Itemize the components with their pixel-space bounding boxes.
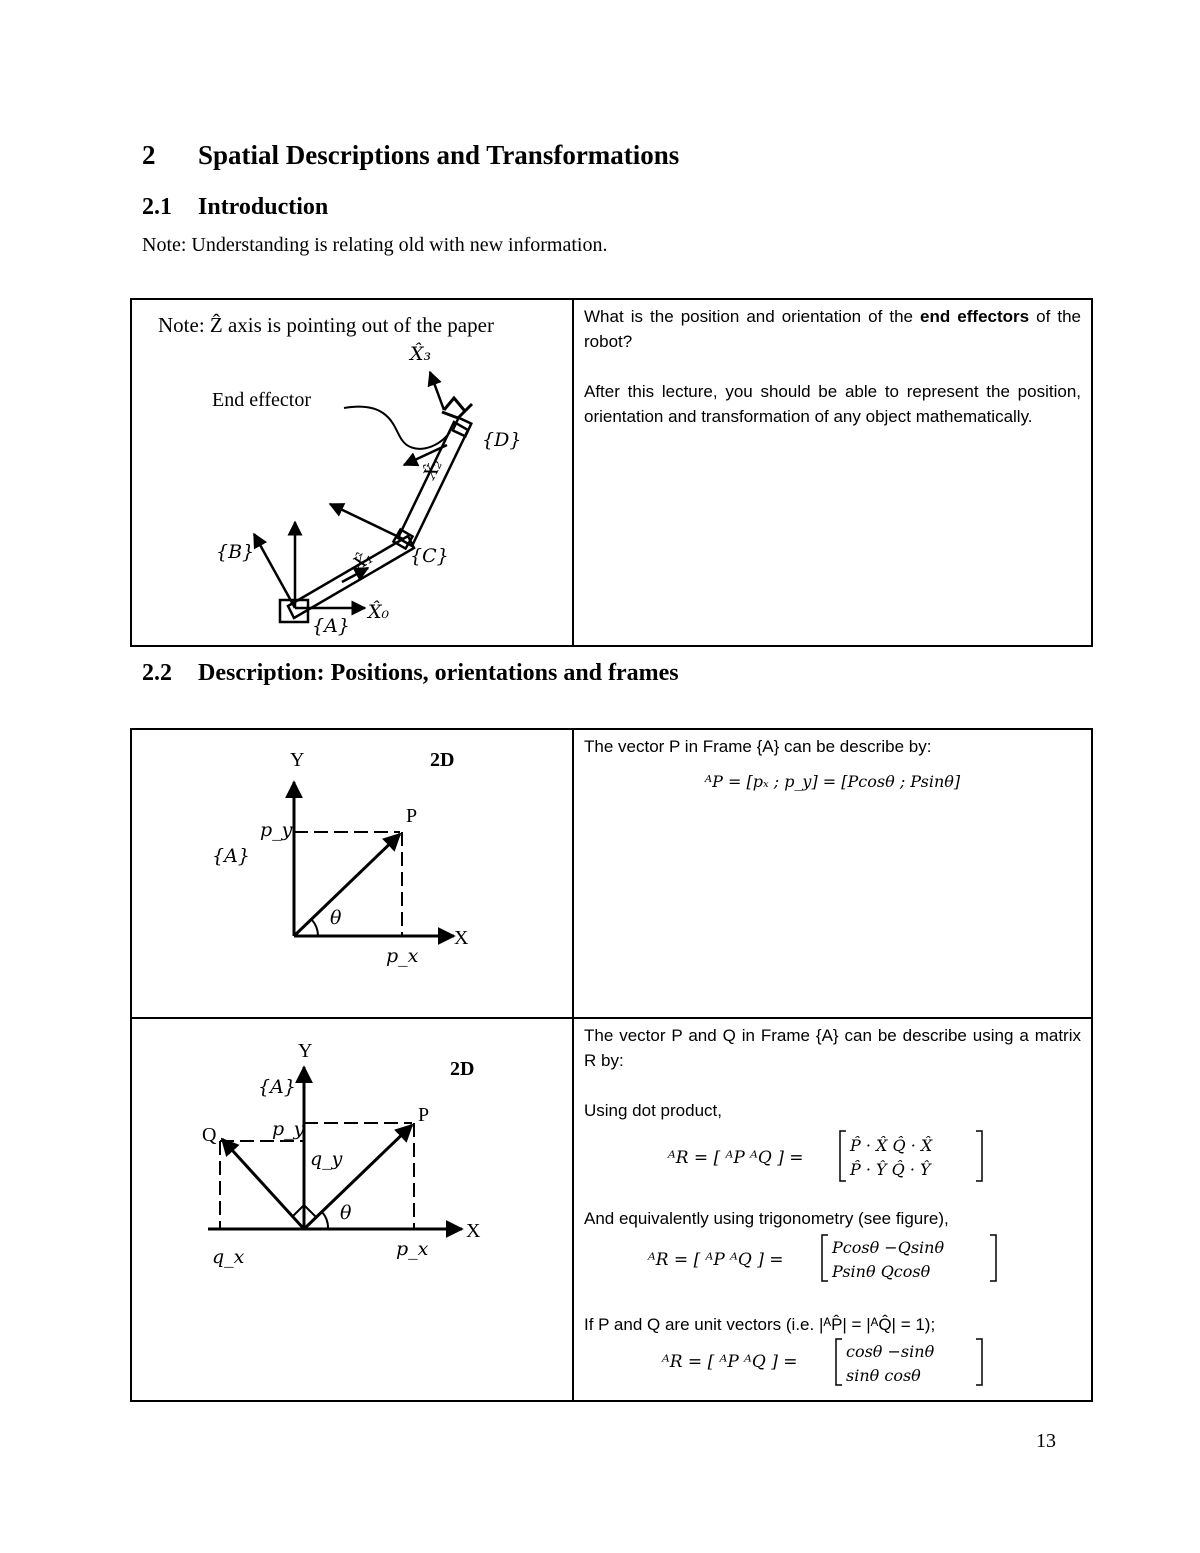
svg-text:P̂ · Ŷ Q̂ · Ŷ: P̂ · Ŷ Q̂ · Ŷ — [850, 1160, 931, 1179]
unit-vector-condition: If P and Q are unit vectors (i.e. |ᴬP̂| = |ᴬQ̂| = 1); — [584, 1315, 936, 1334]
theta-arc — [322, 1212, 328, 1229]
frame-d-label: {D} — [482, 429, 522, 451]
px-label: p_x — [396, 1238, 429, 1260]
x3-axis — [430, 372, 444, 410]
svg-text:Psinθ Qcosθ: Psinθ Qcosθ — [832, 1262, 931, 1281]
c-axis — [330, 504, 403, 539]
subsection-title: Description: Positions, orientations and frames — [198, 660, 679, 686]
point-q-label: Q — [202, 1124, 217, 1146]
subsection-title: Introduction — [198, 194, 329, 220]
section-title: Spatial Descriptions and Transformations — [198, 140, 680, 170]
note-line: Note: Understanding is relating old with new information. — [142, 234, 608, 256]
svg-text:sinθ cosθ: sinθ cosθ — [846, 1366, 921, 1385]
description-table — [130, 728, 1093, 1402]
svg-text:ᴬR = [ ᴬP ᴬQ ] =: ᴬR = [ ᴬP ᴬQ ] = — [662, 1352, 798, 1372]
py-label: p_y — [260, 819, 293, 841]
x1-label: X̂₁ — [350, 547, 377, 575]
x-axis-label: X — [454, 927, 469, 949]
trigonometry-intro: And equivalently using trigonometry (see figure), — [584, 1209, 949, 1228]
vector-p — [294, 834, 400, 936]
page-number: 13 — [1036, 1430, 1056, 1452]
z-axis-note: Note: Ẑ axis is pointing out of the paper — [158, 313, 494, 337]
robot-arm-figure-cell — [131, 299, 573, 646]
theta-label: θ — [330, 907, 342, 929]
question-post: of the robot? — [584, 307, 1081, 351]
section-number: 2 — [142, 140, 156, 170]
subsection-heading-intro — [142, 194, 328, 221]
unit-vector-equation — [584, 1337, 1061, 1389]
dimension-label: 2D — [450, 1058, 475, 1080]
b-axis — [254, 534, 295, 608]
subsection-number: 2.2 — [142, 660, 172, 686]
vector-p-diagram — [132, 730, 572, 1012]
x-axis-label: X — [466, 1220, 481, 1242]
theta-label: θ — [340, 1202, 352, 1224]
py-label: p_y — [272, 1118, 305, 1140]
vector-pq-diagram — [132, 1019, 572, 1395]
vector-pq-description: The vector P and Q in Frame {A} can be describe using a matrix R by: — [584, 1026, 1081, 1070]
vector-q — [222, 1139, 304, 1229]
dot-product-intro: Using dot product, — [584, 1101, 722, 1120]
vector-pq-text-cell — [573, 1018, 1092, 1401]
frame-b-label: {B} — [216, 541, 255, 563]
px-label: p_x — [386, 945, 419, 967]
qx-label: q_x — [212, 1246, 245, 1268]
question-bold: end effectors — [920, 307, 1030, 326]
y-axis-label: Y — [290, 749, 305, 771]
end-effector-pointer — [344, 407, 450, 449]
frame-a-label: {A} — [212, 845, 250, 867]
vector-p-description: The vector P in Frame {A} can be describe by: — [584, 737, 932, 756]
svg-text:cosθ −sinθ: cosθ −sinθ — [846, 1342, 935, 1361]
y-axis-label: Y — [298, 1040, 313, 1062]
intro-table — [130, 298, 1093, 647]
dot-product-equation — [584, 1123, 1061, 1189]
qy-label: q_y — [310, 1148, 343, 1170]
point-p-label: P — [418, 1104, 430, 1126]
gripper — [442, 398, 472, 418]
robot-arm-diagram — [132, 300, 572, 640]
subsection-heading-description — [142, 660, 679, 687]
svg-text:ᴬR = [ ᴬP ᴬQ ] =: ᴬR = [ ᴬP ᴬQ ] = — [668, 1148, 804, 1168]
intro-question — [584, 304, 1081, 354]
svg-text:Pcosθ −Qsinθ: Pcosθ −Qsinθ — [832, 1238, 945, 1257]
theta-arc — [312, 920, 318, 936]
vector-p-figure-cell — [131, 729, 573, 1018]
frame-c-label: {C} — [410, 545, 449, 567]
subsection-number: 2.1 — [142, 194, 172, 220]
frame-a-label: {A} — [312, 615, 350, 637]
end-effector-label: End effector — [212, 389, 312, 411]
x3-label: X̂₃ — [410, 343, 432, 365]
vector-p — [304, 1125, 412, 1229]
x0-label: X̂₀ — [368, 601, 390, 623]
svg-text:P̂ · X̂ Q̂ · X̂: P̂ · X̂ Q̂ · X̂ — [850, 1136, 933, 1155]
frame-a-label: {A} — [258, 1076, 296, 1098]
vector-p-equation: ᴬP = [pₓ ; p_y] = [Pcosθ ; Psinθ] — [704, 772, 961, 791]
svg-text:ᴬR = [ ᴬP ᴬQ ] =: ᴬR = [ ᴬP ᴬQ ] = — [648, 1250, 784, 1270]
trigonometry-equation — [584, 1231, 1061, 1287]
vector-pq-figure-cell — [131, 1018, 573, 1401]
link-2 — [398, 422, 468, 546]
question-pre: What is the position and orientation of the — [584, 307, 913, 326]
dimension-label: 2D — [430, 749, 455, 771]
intro-text-cell — [573, 299, 1092, 646]
section-heading — [142, 140, 679, 171]
intro-objective: After this lecture, you should be able to represent the position, orientation and transformation of any object mathematically. — [584, 382, 1081, 426]
point-p-label: P — [406, 805, 418, 827]
vector-p-text-cell — [573, 729, 1092, 1018]
x2-label: X̂₂ — [420, 456, 447, 483]
